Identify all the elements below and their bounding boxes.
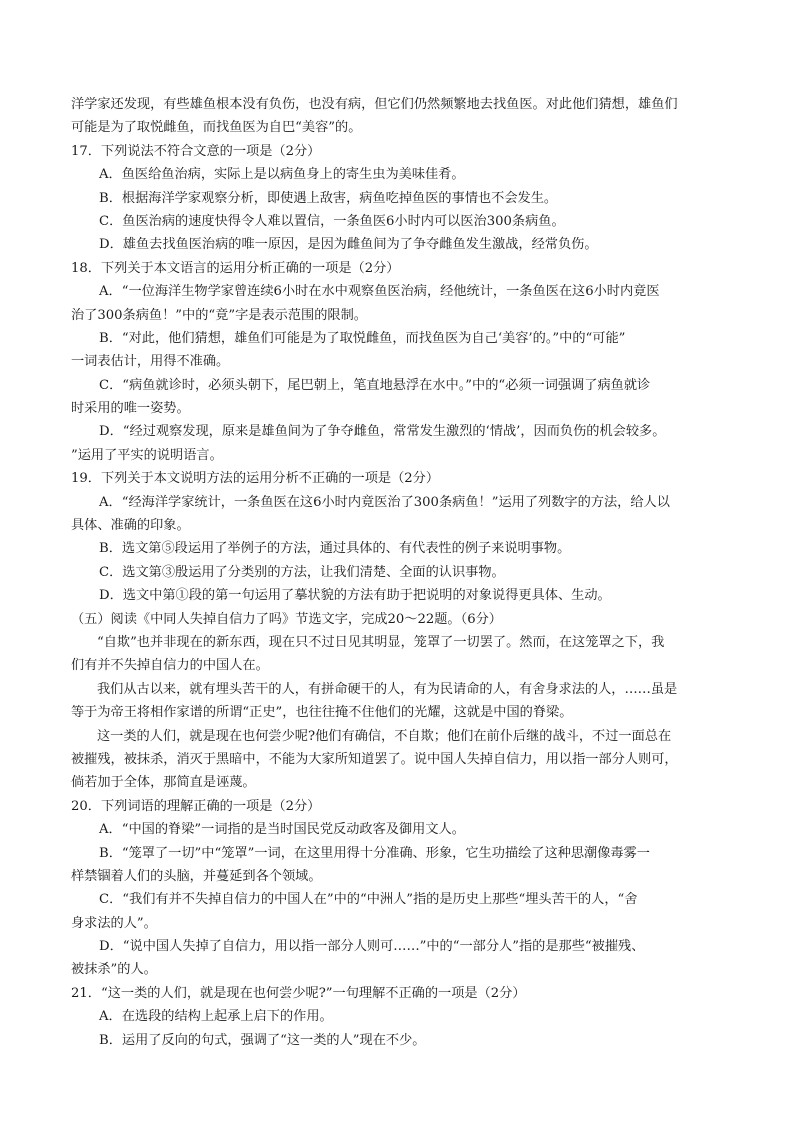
text-line: C．选文第③殷运用了分类别的方法，让我们清楚、全面的认识事物。: [99, 564, 505, 580]
text-line: 样禁锢着人们的头脑，并蔓延到各个领域。: [71, 868, 322, 884]
text-line: 18．下列关于本文语言的运用分析正确的一项是（2分）: [71, 260, 400, 276]
text-line: 21．“这一类的人们，就是现在也何尝少呢?”一句理解不正确的一项是（2分）: [71, 985, 526, 1001]
text-line: C．“病鱼就诊时，必须头朝下，尾巴朝上，笔直地悬浮在水中。”中的“必须一词强调了病鱼就诊: [99, 377, 651, 393]
text-line: 身求法的人”。: [71, 915, 157, 931]
text-line: D．雄鱼去找鱼医治病的唯一原因，是因为雌鱼间为了争夺雌鱼发生激战，经常负伤。: [99, 237, 598, 253]
text-line: 19．下列关于本文说明方法的运用分析不正确的一项是（2分）: [71, 471, 440, 487]
text-line: D．“经过观察发现，原来是雄鱼间为了争夺雌鱼，常常发生激烈的‘情战’，因而负伤的机会较多。: [99, 424, 666, 440]
text-line: 洋学家还发现，有些雄鱼根本没有负伤，也没有病，但它们仍然频繁地去找鱼医。对此他们猜想，雄鱼们: [71, 97, 678, 112]
text-line: B．运用了反向的句式，强调了“这一类的人”现在不少。: [99, 1032, 426, 1048]
text-line: B．根据海洋学家观察分析，即使遇上敌害，病鱼吃掉鱼医的事情也不会发生。: [99, 190, 558, 206]
text-line: 治了300条病鱼！”中的“竟”字是表示范围的限制。: [71, 307, 367, 323]
text-line: 被抹杀”的人。: [71, 962, 157, 978]
text-line: 时采用的唯一姿势。: [71, 401, 190, 417]
text-line: 被摧残，被抹杀，消灭于黑暗中，不能为大家所知道罢了。说中国人失掉自信力，用以指一部分人则可，: [71, 751, 678, 767]
text-line: A．鱼医给鱼治病，实际上是以病鱼身上的寄生虫为美味佳肴。: [99, 167, 465, 183]
text-line: （五）阅读《中同人失掉自信力了吗》节选文字，完成20～22题。（6分）: [71, 611, 502, 627]
text-line: “自欺”也并非现在的新东西，现在只不过日见其明显，笼罩了一切罢了。然而，在这笼罩之下，我: [97, 634, 665, 650]
text-line: ”运用了平实的说明语言。: [71, 447, 223, 463]
text-line: A．“中国的脊梁”一词指的是当时国民党反动政客及御用文人。: [99, 822, 465, 838]
text-line: 倘若加于全体，那简直是诬蔑。: [71, 775, 256, 791]
text-line: 20．下列词语的理解正确的一项是（2分）: [71, 798, 321, 814]
text-line: 具体、准确的印象。: [71, 518, 190, 534]
text-line: 这一类的人们，就是现在也何尝少呢?他们有确信，不自欺；他们在前仆后继的战斗，不过一面总在: [97, 728, 672, 744]
text-line: 我们从古以来，就有埋头苦干的人，有拼命硬干的人，有为民请命的人，有舍身求法的人，……虽是: [97, 681, 678, 697]
text-line: B．选文第⑤段运用了举例子的方法，通过具体的、有代表性的例子来说明事物。: [99, 541, 571, 557]
text-line: 们有并不失掉自信力的中国人在。: [71, 658, 269, 674]
text-line: 17．下列说法不符合文意的一项是（2分）: [71, 143, 321, 159]
text-line: A．“一位海洋生物学家曾连续6小时在水中观察鱼医治病，经他统计，一条鱼医在这6小时内竟医: [99, 284, 660, 300]
text-line: 一词表估计，用得不准确。: [71, 354, 230, 370]
text-line: B．“笼罩了一切”中“笼罩”一词，在这里用得十分准确、形象，它生功描绘了这种思潮像毒雾一: [99, 845, 650, 861]
text-line: D．“说中国人失掉了自信力，用以指一部分人则可……”中的“一部分人”指的是那些“被摧残、: [99, 939, 645, 955]
text-line: 可能是为了取悦雌鱼，而找鱼医为自巴“美容”的。: [71, 120, 362, 136]
text-line: 等于为帝王将相作家谱的所谓“正史”，也往往掩不住他们的光耀，这就是中国的脊梁。: [71, 705, 573, 721]
document-page: [71, 93, 721, 1052]
text-line: A．在选段的结构上起承上启下的作用。: [99, 1009, 333, 1025]
text-line: C．“我们有并不失掉自信力的中国人在”中的“中洲人”指的是历史上那些“埋头苦干的人，“舍: [99, 892, 638, 908]
text-line: D．选文中第①段的第一句运用了摹状貌的方法有助于把说明的对象说得更具体、生动。: [99, 588, 611, 604]
text-line: B．“对此，他们猜想，雄鱼们可能是为了取悦雌鱼，而找鱼医为自己‘美容’的。”中的“可能”: [99, 330, 626, 346]
text-line: C．鱼医治病的速度快得令人难以置信，一条鱼医6小时内可以医治300条病鱼。: [99, 213, 565, 229]
text-line: A．“经海洋学家统计，一条鱼医在这6小时内竟医治了300条病鱼！”运用了列数字的方法，给人以: [99, 494, 670, 510]
